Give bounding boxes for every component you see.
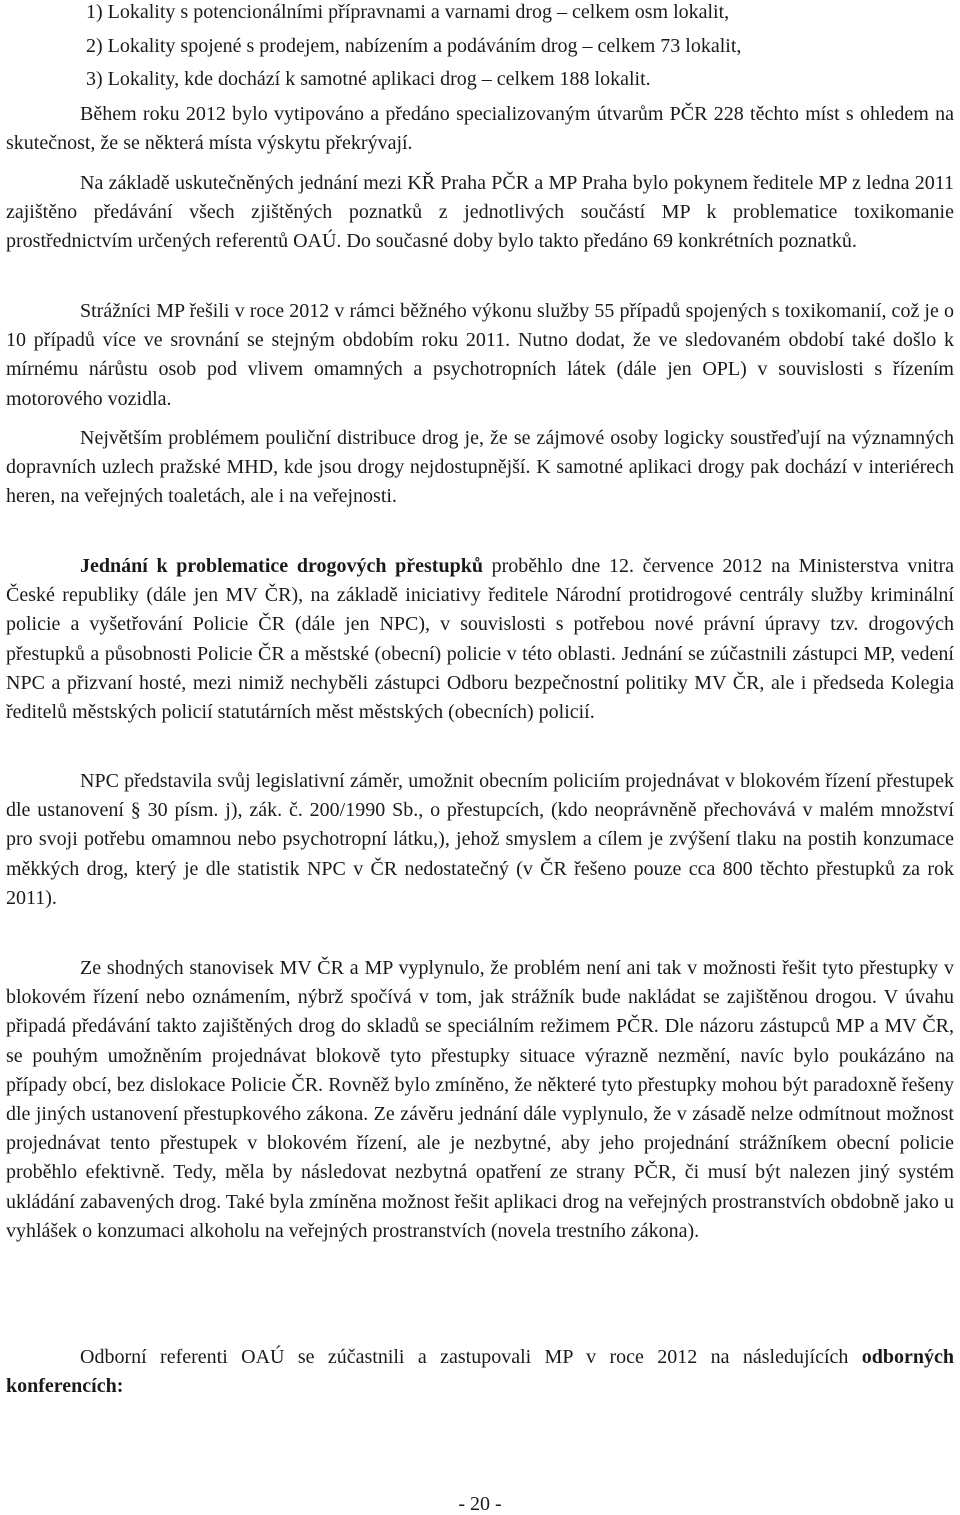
paragraph-2	[6, 169, 954, 257]
page-number: - 20 -	[458, 1493, 502, 1515]
paragraph-text: Na základě uskutečněných jednání mezi KŘ Praha PČR a MP Praha bylo pokynem ředitele MP z ledna 2011 zajištěno předávání všech zjištěných poznatků z jednotlivých součástí MP k problematice toxikomanie prostřednictvím určených referentů OAÚ. Do současné doby bylo takto předáno 69 konkrétních poznatků.	[6, 172, 954, 253]
bold-heading: Jednání k problematice drogových přestupků	[80, 555, 483, 577]
paragraph-text: Během roku 2012 bylo vytipováno a předáno specializovaným útvarům PČR 228 těchto míst s ohledem na skutečnost, že se některá místa výskytu překrývají.	[6, 103, 954, 155]
paragraph-1	[6, 100, 954, 158]
paragraph-3	[6, 297, 954, 414]
paragraph-text: Odborní referenti OAÚ se zúčastnili a zastupovali MP v roce 2012 na následujících	[80, 1346, 862, 1368]
paragraph-8	[6, 1343, 954, 1401]
paragraph-6	[6, 767, 954, 913]
paragraph-text: Největším problémem pouliční distribuce drog je, že se zájmové osoby logicky soustřeďují na významných dopravních uzlech pražské MHD, kde jsou drogy nejdostupnější. K samotné aplikaci drogy pak dochází v interiérech heren, na veřejných toaletách, ale i na veřejnosti.	[6, 427, 954, 508]
paragraph-text: NPC představila svůj legislativní záměr, umožnit obecním policiím projednávat v blokovém řízení přestupek dle ustanovení § 30 písm. j), zák. č. 200/1990 Sb., o přestupcích, (kdo neoprávněně přechovává v malém množství pro svoji potřebu omamnou nebo psychotropní látku,), jehož smyslem a cílem je zvýšení tlaku na postih konzumace měkkých drog, který je dle statistik NPC v ČR nedostatečný (v ČR řešeno pouze cca 800 těchto přestupků za rok 2011).	[6, 770, 954, 909]
paragraph-text: Ze shodných stanovisek MV ČR a MP vyplynulo, že problém není ani tak v možnosti řešit tyto přestupky v blokovém řízení nebo oznámením, nýbrž spočívá v tom, jak strážník bude nakládat se zajištěnou drogou. V úvahu připadá předávání takto zajištěných drog do skladů se speciálním režimem PČR. Dle názoru zástupců MP a MV ČR, se pouhým umožněním projednávat blokově tyto přestupky situace výrazně nezmění, navíc bylo poukázáno na případy obcí, bez dislokace Policie ČR. Rovněž bylo zmíněno, že některé tyto přestupky mohou být paradoxně řešeny dle jiných ustanovení přestupkového zákona. Ze závěru jednání dále vyplynulo, že v zásadě nelze odmítnout možnost projednávat tento přestupek v blokovém řízení, ale je nezbytné, aby jeho projednání strážníkem obecní policie proběhlo efektivně. Tedy, měla by následovat nezbytná opatření ze strany PČR, či musí být nalezen jiný systém ukládání zabavených drog. Také byla zmíněna možnost řešit aplikaci drog na veřejných prostranstvích obdobně jako u vyhlášek o konzumaci alkoholu na veřejných prostranstvích (novela trestního zákona).	[6, 957, 954, 1242]
paragraph-5	[6, 552, 954, 727]
list-item-3: 3) Lokality, kde dochází k samotné aplikaci drog – celkem 188 lokalit.	[86, 68, 651, 90]
paragraph-text: proběhlo dne 12. července 2012 na Ministerstva vnitra České republiky (dále jen MV ČR), na základě iniciativy ředitele Národní protidrogové centrály služby kriminální policie a vyšetřování Policie ČR (dále jen NPC), v souvislosti s potřebou nové právní úpravy tzv. drogových přestupků a působnosti Policie ČR a městské (obecní) policie v této oblasti. Jednání se zúčastnili zástupci MP, vedení NPC a přizvaní hosté, mezi nimiž nechyběli zástupci Odboru bezpečnostní politiky MV ČR, ale i předseda Kolegia ředitelů městských policií statutárních měst městských (obecních) policií.	[6, 555, 954, 724]
paragraph-7	[6, 954, 954, 1246]
list-item-2: 2) Lokality spojené s prodejem, nabízením a podáváním drog – celkem 73 lokalit,	[86, 35, 742, 57]
bold-term: odborných konferencích:	[6, 1346, 954, 1398]
list-item-1: 1) Lokality s potencionálními přípravnami a varnami drog – celkem osm lokalit,	[86, 1, 730, 23]
paragraph-text: Strážníci MP řešili v roce 2012 v rámci běžného výkonu služby 55 případů spojených s toxikomanií, což je o 10 případů více ve srovnání se stejným obdobím roku 2011. Nutno dodat, že ve sledovaném období také došlo k mírnému nárůstu osob pod vlivem omamných a psychotropních látek (dále jen OPL) v souvislosti s řízením motorového vozidla.	[6, 300, 954, 410]
paragraph-4	[6, 424, 954, 512]
